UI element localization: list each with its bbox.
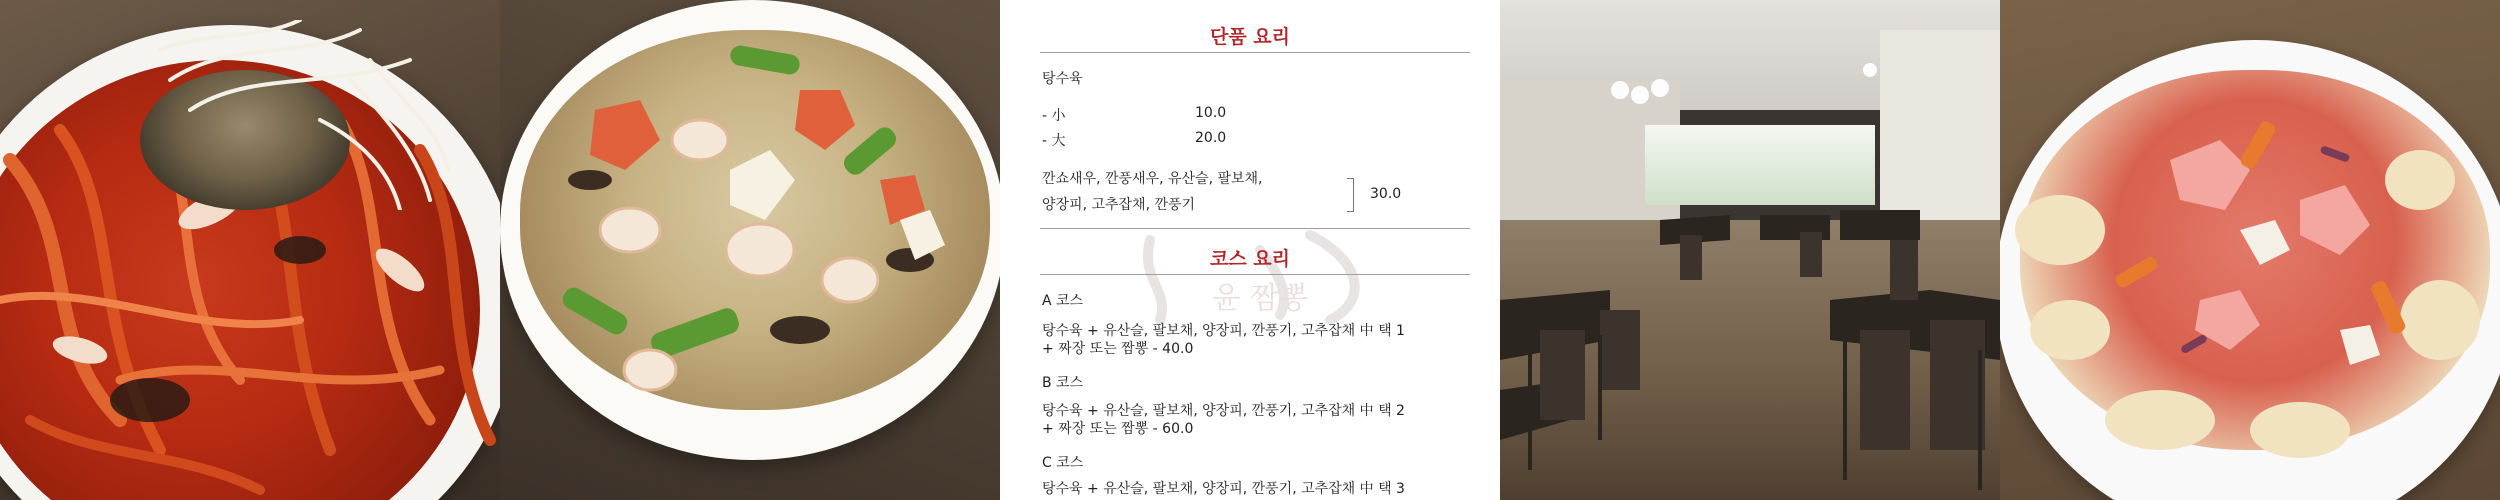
photo-stir-fried-seafood xyxy=(500,0,1000,500)
menu-item-tangsuyuk: 탕수육 xyxy=(1042,71,1083,87)
course-b-title: B 코스 xyxy=(1042,375,1084,391)
photo-sweet-and-sour-pork xyxy=(2000,0,2500,500)
photo-restaurant-interior xyxy=(1500,0,2000,500)
course-title: 코스 요리 xyxy=(1209,248,1291,270)
bean-sprouts xyxy=(150,20,450,210)
tables-and-chairs xyxy=(1500,0,2000,500)
course-c-title: C 코스 xyxy=(1042,455,1084,471)
menu-panel xyxy=(1000,0,1500,500)
pork-and-vegetables xyxy=(2000,0,2500,500)
size-large-price: 20.0 xyxy=(1195,130,1227,146)
stir-fry-ingredients xyxy=(500,0,1000,500)
size-small-price: 10.0 xyxy=(1195,105,1227,121)
course-a-line-2: + 짜장 또는 짬뽕 - 40.0 xyxy=(1042,341,1194,357)
choice-dishes-line-1: 깐쇼새우, 깐풍새우, 유산슬, 팔보채, xyxy=(1042,171,1263,187)
divider xyxy=(1040,274,1470,275)
bracket xyxy=(1347,178,1354,212)
course-c-line-1: 탕수육 + 유산슬, 팔보채, 양장피, 깐풍기, 고추잡채 中 택 3 xyxy=(1042,481,1405,497)
single-dish-title: 단품 요리 xyxy=(1209,26,1291,48)
course-a-title: A 코스 xyxy=(1042,293,1084,309)
size-large-label: - 大 xyxy=(1042,133,1066,149)
choice-dishes-price: 30.0 xyxy=(1370,186,1402,202)
divider xyxy=(1040,52,1470,53)
brush-stroke-logo-watermark xyxy=(1110,220,1410,330)
size-small-label: - 小 xyxy=(1042,108,1066,124)
course-b-line-1: 탕수육 + 유산슬, 팔보채, 양장피, 깐풍기, 고추잡채 中 택 2 xyxy=(1042,403,1405,419)
watermark-text: 윤 짬뽕 xyxy=(1211,281,1309,316)
course-a-line-1: 탕수육 + 유산슬, 팔보채, 양장피, 깐풍기, 고추잡채 中 택 1 xyxy=(1042,323,1405,339)
course-b-line-2: + 짜장 또는 짬뽕 - 60.0 xyxy=(1042,421,1194,437)
photo-spicy-seafood-noodles xyxy=(0,0,500,500)
choice-dishes-line-2: 양장피, 고추잡채, 깐풍기 xyxy=(1042,197,1196,213)
